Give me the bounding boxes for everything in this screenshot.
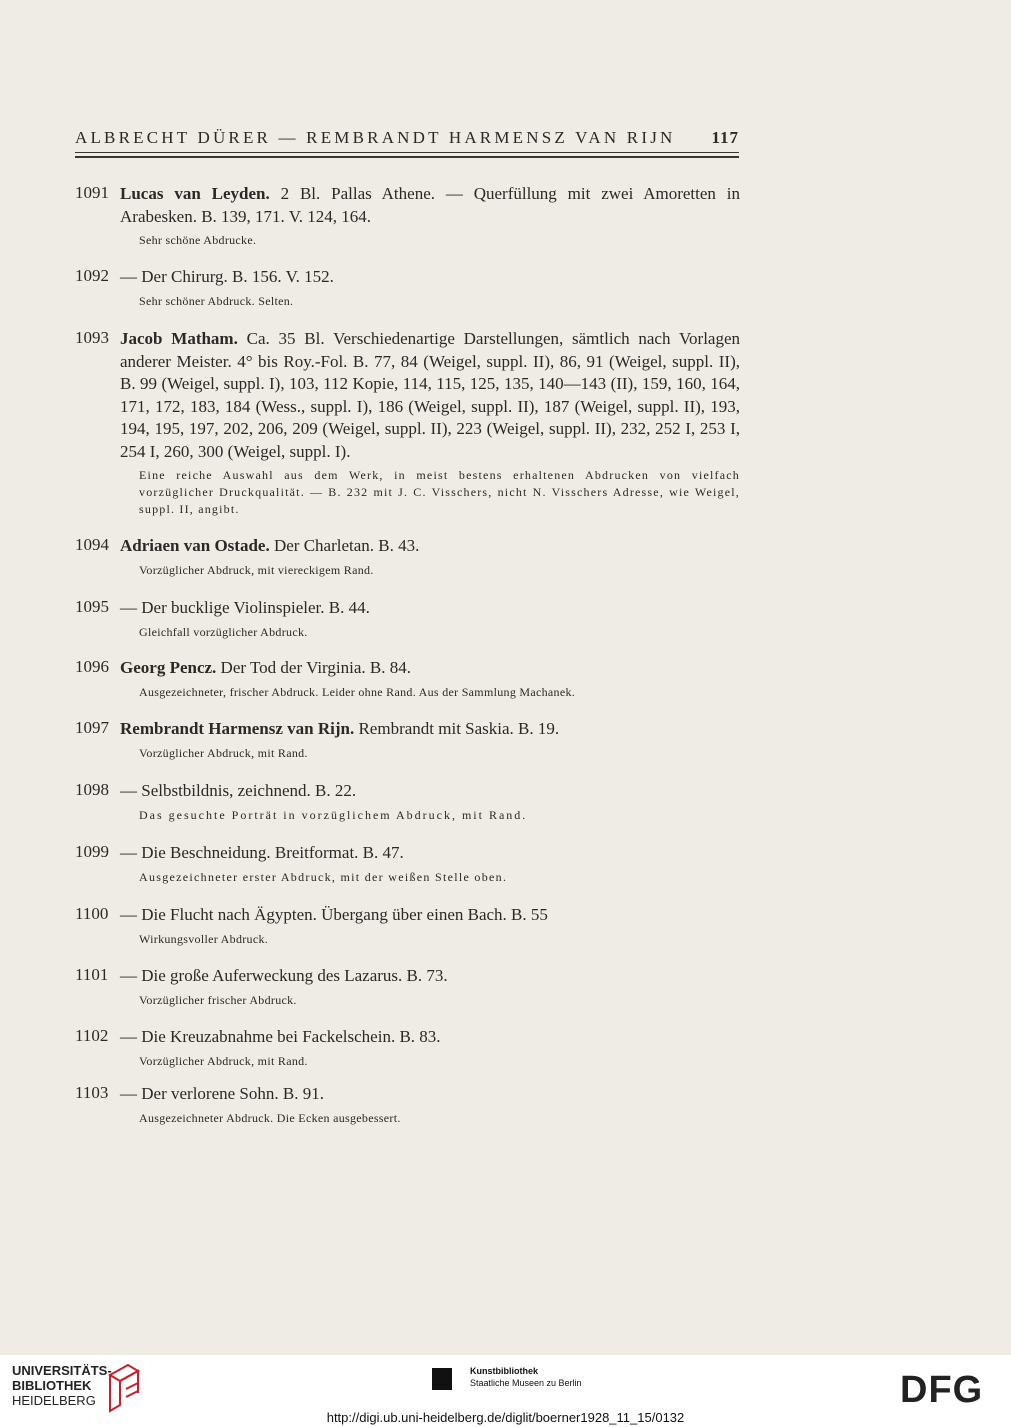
catalog-entry	[75, 780, 740, 824]
entry-text	[120, 904, 740, 927]
page-number: 117	[711, 128, 739, 147]
running-head-title: ALBRECHT DÜRER — REMBRANDT HARMENSZ VAN RIJN	[75, 128, 676, 147]
entry-note: Ausgezeichneter Abdruck. Die Ecken ausgebessert.	[139, 1110, 401, 1125]
entry-number: 1097	[75, 718, 109, 737]
entry-note: Vorzüglicher Abdruck, mit Rand.	[139, 1053, 308, 1068]
artist-name: Adriaen van Ostade.	[120, 536, 270, 555]
header-rule	[75, 152, 739, 153]
catalog-entry	[75, 183, 740, 249]
entry-number: 1098	[75, 780, 109, 799]
entry-note: Vorzüglicher frischer Abdruck.	[139, 992, 297, 1007]
kunstbibliothek-logo[interactable]	[432, 1365, 582, 1389]
entry-text	[120, 183, 740, 228]
entry-text	[120, 965, 740, 988]
entry-text	[120, 597, 740, 620]
header-rule-double	[75, 156, 739, 158]
entry-description: Rembrandt mit Saskia. B. 19.	[354, 719, 560, 738]
catalog-entry	[75, 965, 740, 1009]
entry-text	[120, 1083, 740, 1106]
kb-line2: Staatliche Museen zu Berlin	[470, 1378, 582, 1388]
entry-note: Vorzüglicher Abdruck, mit Rand.	[139, 745, 308, 760]
entry-note: Vorzüglicher Abdruck, mit viereckigem Rand.	[139, 562, 374, 577]
entry-number: 1093	[75, 328, 109, 347]
entry-number: 1102	[75, 1026, 109, 1045]
kb-line1: Kunstbibliothek	[470, 1366, 538, 1376]
entry-number: 1099	[75, 842, 109, 861]
ub-logo-line3: HEIDELBERG	[12, 1393, 96, 1408]
running-head	[75, 128, 739, 148]
artist-name: Georg Pencz.	[120, 658, 217, 677]
entry-number: 1091	[75, 183, 109, 202]
entry-description: — Die große Auferweckung des Lazarus. B. 73.	[120, 966, 448, 985]
entry-text	[120, 842, 740, 865]
entry-number: 1094	[75, 535, 109, 554]
entry-description: Der Charletan. B. 43.	[269, 536, 420, 555]
entry-number: 1095	[75, 597, 109, 616]
artist-name: Jacob Matham.	[120, 329, 238, 348]
catalog-entry	[75, 842, 740, 886]
entry-note: Ausgezeichneter erster Abdruck, mit der weißen Stelle oben.	[139, 869, 508, 884]
entry-note: Gleichfall vorzüglicher Abdruck.	[139, 624, 308, 639]
artist-name: Lucas van Leyden.	[120, 184, 270, 203]
entry-note: Sehr schöne Abdrucke.	[139, 233, 257, 247]
entry-note: Sehr schöner Abdruck. Selten.	[139, 293, 294, 308]
entry-text	[120, 266, 740, 289]
entry-description: — Der Chirurg. B. 156. V. 152.	[120, 267, 334, 286]
entry-text	[120, 780, 740, 803]
entry-number: 1101	[75, 965, 109, 984]
ub-logo-line2: BIBLIOTHEK	[12, 1378, 92, 1393]
entry-description: Ca. 35 Bl. Verschiedenartige Darstellungen, sämtlich nach Vorlagen anderer Meister. 4° bis Roy.-Fol. B. 77, 84 (Weigel, suppl. II), 86, 91 (Weigel, suppl. II), B. 99 (Weigel, suppl. I), 103, 112 Kopie, 114, 115, 125, 135, 140—143 (II), 159, 160, 164, 171, 172, 183, 184 (Wess., suppl. I), 186 (Weigel, suppl. II), 187 (Weigel, suppl. II), 193, 194, 195, 197, 202, 206, 209 (Weigel, suppl. II), 223 (Weigel, suppl. II), 232, 252 I, 253 I, 254 I, 260, 300 (Weigel, suppl. I).	[120, 329, 741, 461]
entry-text	[120, 328, 740, 463]
entry-text	[120, 535, 740, 558]
kunstbibliothek-mark-icon	[432, 1368, 452, 1390]
dfg-logo[interactable]: DFG	[900, 1369, 984, 1411]
catalog-entry	[75, 1026, 740, 1070]
entry-text	[120, 718, 740, 741]
entry-number: 1100	[75, 904, 109, 923]
catalog-entry	[75, 597, 740, 641]
ub-heidelberg-logo[interactable]	[12, 1363, 112, 1408]
entry-description: — Die Kreuzabnahme bei Fackelschein. B. 83.	[120, 1027, 441, 1046]
entry-number: 1103	[75, 1083, 109, 1102]
entry-note: Eine reiche Auswahl aus dem Werk, in meist bestens erhaltenen Abdrucken von vielfach vorzüglicher Druckqualität. — B. 232 mit J. C. Visschers, nicht N. Visschers Adresse, wie Weigel, suppl. II, angibt.	[139, 468, 740, 516]
catalog-entry	[75, 718, 740, 762]
catalog-entry	[75, 328, 740, 518]
entry-description: — Die Flucht nach Ägypten. Übergang über einen Bach. B. 55	[120, 905, 548, 924]
footer-bar	[0, 1355, 1011, 1427]
entry-note: Wirkungsvoller Abdruck.	[139, 931, 269, 946]
entry-description: — Der bucklige Violinspieler. B. 44.	[120, 598, 370, 617]
catalog-entry	[75, 266, 740, 310]
artist-name: Rembrandt Harmensz van Rijn.	[120, 719, 355, 738]
ub-logo-line1: UNIVERSITÄTS-	[12, 1363, 112, 1378]
ub-logo-mark-icon	[106, 1363, 142, 1415]
entry-text	[120, 1026, 740, 1049]
entry-text	[120, 657, 740, 680]
entry-description: — Selbstbildnis, zeichnend. B. 22.	[120, 781, 357, 800]
catalog-entry	[75, 904, 740, 948]
entry-description: Der Tod der Virginia. B. 84.	[216, 658, 411, 677]
entry-description: — Die Beschneidung. Breitformat. B. 47.	[120, 843, 404, 862]
entry-description: — Der verlorene Sohn. B. 91.	[120, 1084, 324, 1103]
catalog-entry	[75, 1083, 740, 1127]
catalog-entry	[75, 657, 740, 701]
permalink-url[interactable]: http://digi.ub.uni-heidelberg.de/diglit/boerner1928_11_15/0132	[326, 1410, 685, 1425]
entry-note: Ausgezeichneter, frischer Abdruck. Leider ohne Rand. Aus der Sammlung Machanek.	[139, 684, 576, 699]
entry-number: 1092	[75, 266, 109, 285]
catalog-entry	[75, 535, 740, 579]
entry-note: Das gesuchte Porträt in vorzüglichem Abdruck, mit Rand.	[139, 807, 528, 822]
entry-description: 2 Bl. Pallas Athene. — Querfüllung mit zwei Amoretten in Arabesken. B. 139, 171. V. 124, 164.	[120, 184, 740, 226]
entry-number: 1096	[75, 657, 109, 676]
